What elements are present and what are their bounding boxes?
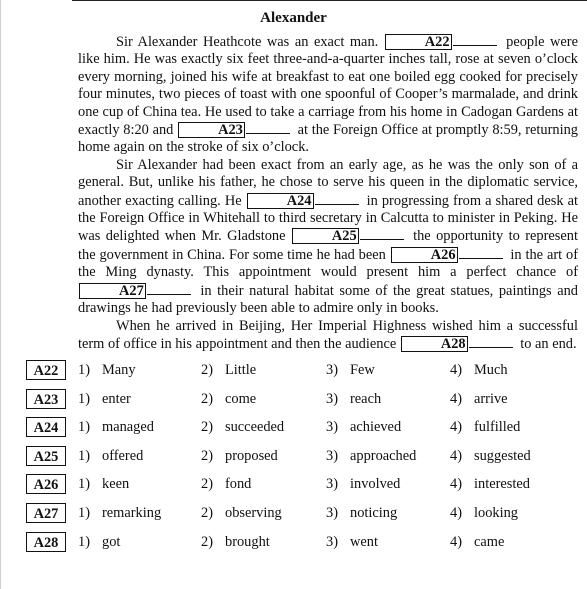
answer-blank[interactable] — [246, 121, 290, 134]
option-1[interactable] — [78, 448, 143, 465]
gap-label-a22: A22 — [385, 34, 452, 50]
option-text: keen — [102, 476, 130, 493]
option-number: 2) — [201, 362, 213, 378]
option-number: 3) — [326, 390, 338, 407]
option-number: 1) — [78, 504, 90, 521]
gap-label-a28: A28 — [401, 336, 468, 352]
question-code: A22 — [26, 360, 66, 380]
option-text: interested — [474, 476, 530, 493]
option-2[interactable] — [201, 419, 284, 436]
option-1[interactable] — [78, 534, 120, 551]
question-row-a22 — [26, 358, 581, 387]
passage-text-segment: in their natural habitat some of the great statues, paintings and drawings he had previously been able to admire only in books. — [78, 282, 578, 317]
question-code: A24 — [26, 417, 66, 437]
header-rule — [72, 0, 587, 1]
page-left-edge — [0, 0, 1, 589]
option-number: 2) — [201, 533, 213, 550]
option-number: 4) — [450, 504, 462, 521]
option-text: came — [474, 533, 505, 550]
option-text: achieved — [350, 419, 402, 436]
option-number: 1) — [78, 390, 90, 407]
option-1[interactable] — [78, 391, 131, 408]
option-2[interactable] — [201, 448, 278, 465]
option-3[interactable] — [326, 534, 378, 551]
passage-text-segment: Sir Alexander had been exact from an early age, as he was the only son of a general. But, unlike his father, he chose to serve his queen in the diplomatic service, another exacting calling. He — [78, 156, 578, 209]
option-3[interactable] — [326, 391, 381, 408]
option-4[interactable] — [450, 419, 520, 436]
option-4[interactable] — [450, 448, 531, 465]
option-number: 1) — [78, 419, 90, 436]
question-row-a24 — [26, 415, 581, 444]
option-text: managed — [102, 419, 154, 436]
paragraph-2 — [78, 157, 578, 318]
paragraph-1 — [78, 33, 578, 157]
question-row-a26 — [26, 472, 581, 501]
option-2[interactable] — [201, 476, 251, 493]
option-text: observing — [225, 504, 282, 521]
option-1[interactable] — [78, 362, 136, 379]
question-row-a25 — [26, 444, 581, 473]
option-3[interactable] — [326, 505, 397, 522]
gap-label-a26: A26 — [391, 247, 458, 263]
option-text: fond — [225, 476, 252, 493]
option-4[interactable] — [450, 362, 508, 379]
option-text: went — [350, 533, 378, 550]
option-3[interactable] — [326, 476, 400, 493]
option-text: Many — [102, 362, 136, 378]
option-text: looking — [474, 504, 518, 521]
option-4[interactable] — [450, 534, 504, 551]
question-row-a27 — [26, 501, 581, 530]
passage-text — [78, 33, 578, 353]
option-2[interactable] — [201, 505, 282, 522]
option-number: 1) — [78, 533, 90, 550]
question-row-a28 — [26, 530, 581, 559]
option-number: 4) — [450, 390, 462, 407]
option-number: 3) — [326, 533, 338, 550]
option-number: 3) — [326, 362, 338, 378]
question-code: A26 — [26, 474, 66, 494]
paragraph-3 — [78, 318, 578, 354]
option-text: brought — [225, 533, 270, 550]
gap-label-a27: A27 — [79, 283, 146, 299]
option-text: reach — [350, 390, 382, 407]
option-number: 2) — [201, 390, 213, 407]
passage-text-segment: Sir Alexander Heathcote was an exact man. — [116, 34, 384, 50]
option-number: 4) — [450, 362, 462, 378]
option-2[interactable] — [201, 391, 256, 408]
option-text: succeeded — [225, 419, 285, 436]
option-text: remarking — [102, 504, 162, 521]
option-text: arrive — [474, 390, 508, 407]
option-number: 3) — [326, 504, 338, 521]
option-text: Few — [350, 362, 375, 378]
passage-text-segment: to an end. — [516, 335, 577, 352]
question-code: A28 — [26, 532, 66, 552]
option-number: 3) — [326, 419, 338, 436]
option-1[interactable] — [78, 419, 154, 436]
option-text: involved — [350, 476, 401, 493]
option-text: Little — [225, 362, 257, 378]
answer-blank[interactable] — [453, 33, 497, 46]
answer-blank[interactable] — [147, 282, 191, 295]
option-number: 1) — [78, 362, 90, 378]
question-row-a23 — [26, 387, 581, 416]
passage-title: Alexander — [260, 10, 327, 26]
option-text: enter — [102, 390, 131, 407]
option-number: 4) — [450, 476, 462, 493]
option-3[interactable] — [326, 362, 375, 379]
option-text: fulfilled — [474, 419, 521, 436]
passage-text-segment: the opportunity to represent the government in China. For some time he had been — [78, 228, 578, 263]
option-number: 2) — [201, 447, 213, 464]
option-3[interactable] — [326, 448, 416, 465]
answer-blank[interactable] — [360, 227, 404, 240]
answer-options — [26, 358, 581, 558]
option-1[interactable] — [78, 505, 161, 522]
option-text: Much — [474, 362, 508, 378]
passage-text-segment: at the Foreign Office at promptly 8:59, returning home again on the stroke of six o’clock. — [78, 122, 578, 156]
option-text: approached — [350, 447, 417, 464]
option-2[interactable] — [201, 362, 256, 379]
option-number: 2) — [201, 504, 213, 521]
option-4[interactable] — [450, 476, 530, 493]
option-4[interactable] — [450, 505, 518, 522]
option-text: come — [225, 390, 257, 407]
option-4[interactable] — [450, 391, 508, 408]
option-text: proposed — [225, 447, 278, 464]
option-number: 1) — [78, 447, 90, 464]
gap-label-a25: A25 — [292, 228, 359, 244]
answer-blank[interactable] — [315, 192, 359, 205]
option-number: 4) — [450, 533, 462, 550]
question-code: A27 — [26, 503, 66, 523]
option-number: 2) — [201, 419, 213, 436]
passage-text-segment: When he arrived in Beijing, Her Imperial Highness wished him a successful term of office in his appointment and then the audience — [78, 317, 578, 352]
question-code: A23 — [26, 389, 66, 409]
answer-blank[interactable] — [459, 246, 503, 259]
passage-text-segment: people were like him. He was exactly six feet three-and-a-quarter inches tall, rose at seven o’clock every morning, joined his wife at breakfast to eat one boiled egg cooked for precisely four minutes, two pieces of toast with one spoonful of Cooper’s marmalade, and drink one cup of China tea. He used to take a carriage from his home in Cadogan Gardens at exactly 8:20 and — [78, 34, 578, 139]
option-text: offered — [102, 447, 144, 464]
option-text: noticing — [350, 504, 398, 521]
passage-text-segment: in the art of the Ming dynasty. This appointment would present him a perfect chance of — [78, 246, 578, 281]
option-number: 1) — [78, 476, 90, 493]
option-number: 4) — [450, 447, 462, 464]
option-number: 3) — [326, 476, 338, 493]
option-2[interactable] — [201, 534, 270, 551]
answer-blank[interactable] — [469, 335, 513, 348]
option-number: 4) — [450, 419, 462, 436]
gap-label-a23: A23 — [178, 122, 245, 138]
question-code: A25 — [26, 446, 66, 466]
passage-text-segment: in progressing from a shared desk at the Foreign Office in Whitehall to third secretary in Calcutta to minister in Peking. He was delighted when Mr. Gladstone — [78, 192, 578, 245]
option-1[interactable] — [78, 476, 129, 493]
option-text: got — [102, 533, 121, 550]
option-number: 3) — [326, 447, 338, 464]
gap-label-a24: A24 — [247, 193, 314, 209]
option-3[interactable] — [326, 419, 401, 436]
option-number: 2) — [201, 476, 213, 493]
option-text: suggested — [474, 447, 531, 464]
